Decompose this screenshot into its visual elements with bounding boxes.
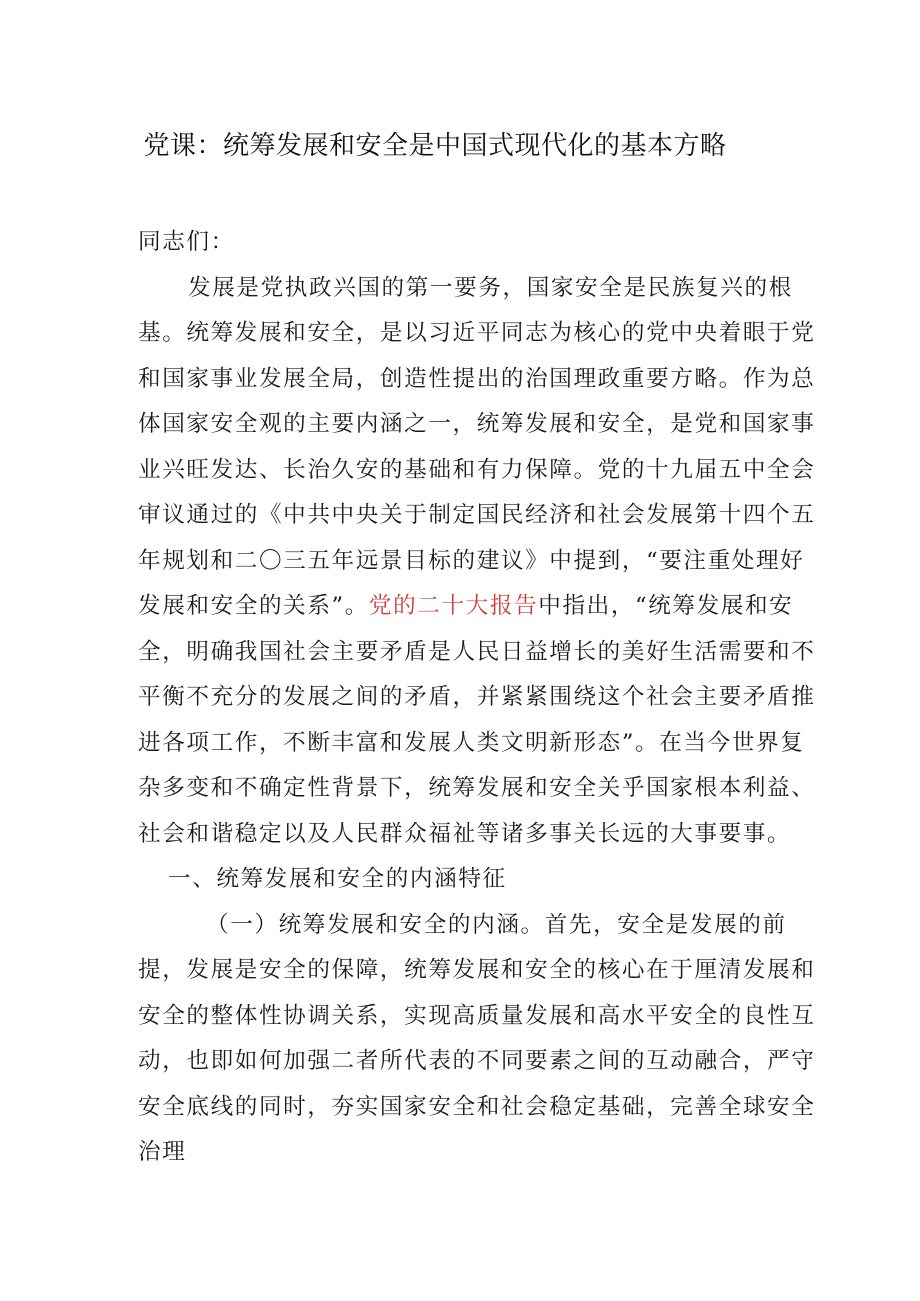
highlighted-report-name: 党的二十大报告	[368, 593, 539, 619]
paragraph-intro-text-before: 发展是党执政兴国的第一要务，国家安全是民族复兴的根基。统筹发展和安全，是以习近平同志为核心的党中央着眼于党和国家事业发展全局，创造性提出的治国理政重要方略。作为总体国家安全观的主要内涵之一，统筹发展和安全，是党和国家事业兴旺发达、长治久安的基础和有力保障。党的十九届五中全会审议通过的《中共中央关于制定国民经济和社会发展第十四个五年规划和二〇三五年远景目标的建议》中提到，“要注重处理好发展和安全的关系”。	[138, 274, 816, 619]
salutation: 同志们：	[138, 229, 235, 255]
document-title: 党课：统筹发展和安全是中国式现代化的基本方略	[143, 131, 727, 161]
document-body	[138, 220, 818, 1176]
paragraph-subsection-1: （一）统筹发展和安全的内涵。首先，安全是发展的前提，发展是安全的保障，统筹发展和安全的核心在于厘清发展和安全的整体性协调关系，实现高质量发展和高水平安全的良性互动，也即如何加强二者所代表的不同要素之间的互动融合，严守安全底线的同时，夯实国家安全和社会稳定基础，完善全球安全治理	[138, 911, 816, 1165]
paragraph-intro	[138, 266, 818, 858]
paragraph-intro-text-after: 中指出，“统筹发展和安全，明确我国社会主要矛盾是人民日益增长的美好生活需要和不平衡不充分的发展之间的矛盾，并紧紧围绕这个社会主要矛盾推进各项工作，不断丰富和发展人类文明新形态”。在当今世界复杂多变和不确定性背景下，统筹发展和安全关乎国家根本利益、社会和谐稳定以及人民群众福祉等诸多事关长远的大事要事。	[138, 593, 816, 847]
section-heading-1: 一、统筹发展和安全的内涵特征	[168, 866, 507, 892]
